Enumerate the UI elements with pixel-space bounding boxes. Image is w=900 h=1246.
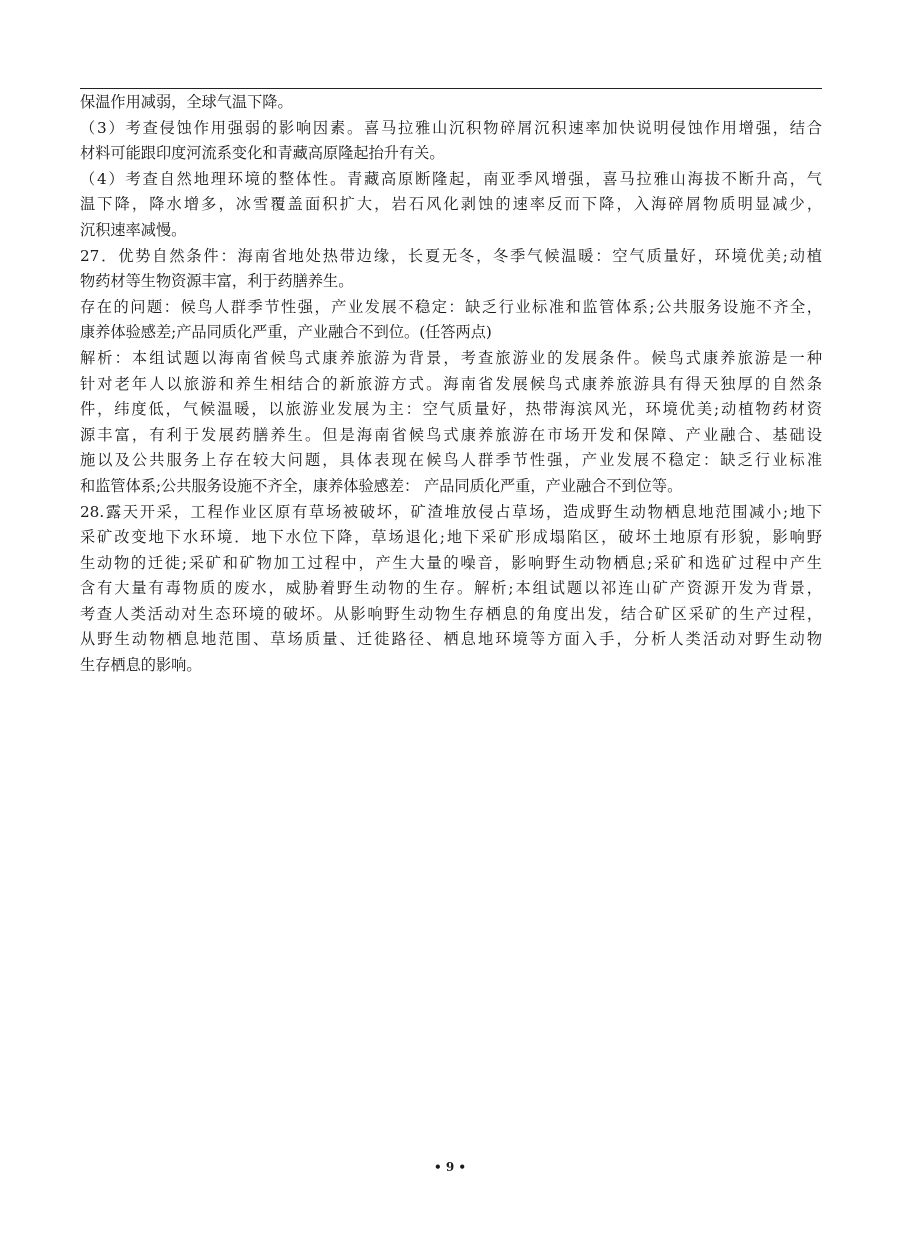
- text-line: 存在的问题：候鸟人群季节性强，产业发展不稳定：缺乏行业标准和监管体系;公共服务设施不齐全，: [80, 297, 822, 316]
- text-line: 采矿改变地下水环境．地下水位下降，草场退化;地下采矿形成塌陷区，破坏土地原有形貌，影响野: [80, 528, 822, 547]
- text-line: 生存栖息的影响。: [80, 656, 202, 675]
- text-line: 28.露天开采，工程作业区原有草场被破坏，矿渣堆放侵占草场，造成野生动物栖息地范围减小;地下: [80, 502, 822, 521]
- text-line: 含有大量有毒物质的废水，威胁着野生动物的生存。解析;本组试题以祁连山矿产资源开发为背景，: [80, 579, 822, 598]
- text-line: 物药材等生物资源丰富，利于药膳养生。: [80, 272, 354, 291]
- text-line: 件，纬度低，气候温暖，以旅游业发展为主：空气质量好，热带海滨风光，环境优美;动植物药材资: [80, 400, 822, 419]
- text-line: 27．优势自然条件：海南省地处热带边缘，长夏无冬，冬季气候温暖：空气质量好，环境优美;动植: [80, 246, 822, 265]
- text-line: 针对老年人以旅游和养生相结合的新旅游方式。海南省发展候鸟式康养旅游具有得天独厚的自然条: [80, 374, 822, 393]
- text-line: （3）考查侵蚀作用强弱的影响因素。喜马拉雅山沉积物碎屑沉积速率加快说明侵蚀作用增强，结合: [80, 118, 822, 137]
- text-line: 材料可能跟印度河流系变化和青藏高原隆起抬升有关。: [80, 144, 445, 163]
- text-line: 从野生动物栖息地范围、草场质量、迁徙路径、栖息地环境等方面入手，分析人类活动对野生动物: [80, 630, 822, 649]
- text-line: 保温作用减弱，全球气温下降。: [80, 93, 293, 111]
- text-line: 考查人类活动对生态环境的破坏。从影响野生动物生存栖息的角度出发，结合矿区采矿的生产过程，: [80, 604, 822, 623]
- text-line: 和监管体系;公共服务设施不齐全，康养体验感差： 产品同质化严重，产业融合不到位等。: [80, 476, 683, 495]
- text-line: 康养体验感差;产品同质化严重，产业融合不到位。(任答两点): [80, 323, 492, 342]
- text-line: （4）考查自然地理环境的整体性。青藏高原断隆起，南亚季风增强，喜马拉雅山海拔不断升高，气: [80, 169, 822, 188]
- page-number: • 9 •: [433, 1160, 467, 1174]
- text-line: 生动物的迁徙;采矿和矿物加工过程中，产生大量的噪音，影响野生动物栖息;采矿和选矿过程中产生: [80, 553, 822, 572]
- header-rule: [80, 88, 822, 89]
- text-line: 温下降，降水增多，冰雪覆盖面积扩大，岩石风化剥蚀的速率反而下降，入海碎屑物质明显减少，: [80, 195, 822, 214]
- answer-text-body: [80, 90, 822, 679]
- text-line: 施以及公共服务上存在较大问题，具体表现在候鸟人群季节性强，产业发展不稳定：缺乏行业标准: [80, 451, 822, 470]
- text-line: 源丰富，有利于发展药膳养生。但是海南省候鸟式康养旅游在市场开发和保障、产业融合、基础设: [80, 425, 822, 444]
- text-line: 沉积速率减慢。: [80, 220, 187, 239]
- text-line: 解析：本组试题以海南省候鸟式康养旅游为背景，考查旅游业的发展条件。候鸟式康养旅游是一种: [80, 348, 822, 367]
